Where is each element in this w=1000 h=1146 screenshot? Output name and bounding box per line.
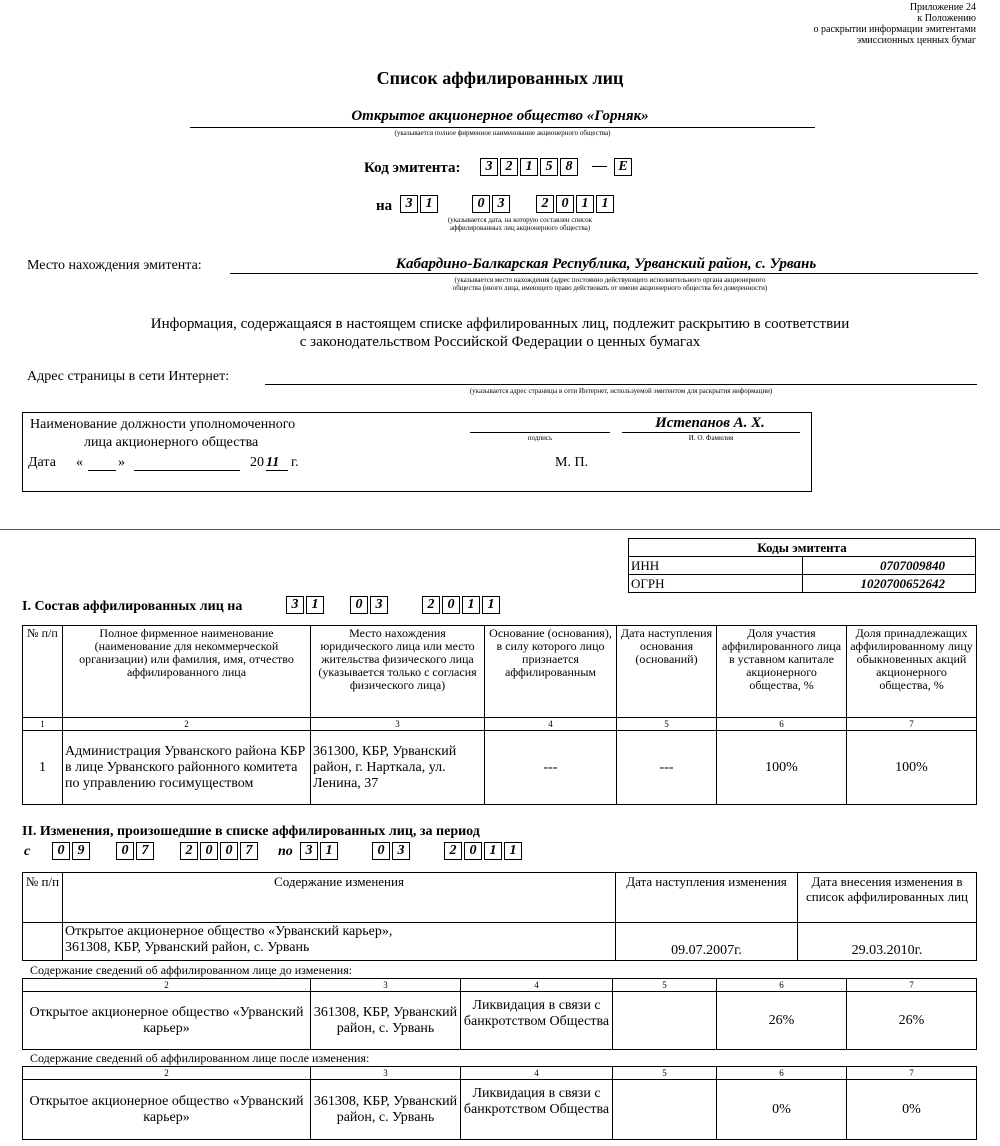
date-digit: 0 — [350, 596, 368, 614]
sign-caption: подпись — [527, 434, 553, 442]
issuer-codes-table — [628, 538, 976, 593]
changes-table — [22, 872, 977, 961]
section1-title: I. Состав аффилированных лиц на — [22, 599, 243, 614]
code-digit: 1 — [520, 158, 538, 176]
location-label: Место нахождения эмитента: — [27, 258, 202, 273]
appendix-line: к Положению — [917, 13, 976, 24]
date-on-year — [536, 195, 616, 213]
date-digit: 0 — [52, 842, 70, 860]
to-month — [372, 842, 412, 860]
affiliate-date: --- — [617, 731, 717, 805]
date-digit: 0 — [116, 842, 134, 860]
to-year — [444, 842, 524, 860]
code-suffix — [614, 158, 634, 176]
date-digit: 2 — [536, 195, 554, 213]
section1-year — [422, 596, 502, 614]
share-stock: 100% — [847, 731, 977, 805]
caption-line: (указывается дата, на которую составлен список — [447, 216, 593, 224]
date-digit: 0 — [200, 842, 218, 860]
quote-open: « — [76, 455, 83, 470]
table-row — [23, 923, 977, 961]
date-digit: 3 — [300, 842, 318, 860]
code-value: 1020700652642 — [803, 575, 976, 593]
to-day — [300, 842, 340, 860]
code-label: ИНН — [629, 557, 803, 575]
web-caption: (указывается адрес страницы в сети Интернет, используемой эмитентом для раскрытия информации) — [469, 387, 773, 395]
affiliate-name: Открытое акционерное общество «Урванский карьер» — [23, 992, 311, 1050]
change-date: 09.07.2007г. — [616, 923, 798, 961]
date-digit: 9 — [72, 842, 90, 860]
period-from-label: с — [24, 844, 31, 859]
code-value: 0707009840 — [803, 557, 976, 575]
date-digit: 7 — [240, 842, 258, 860]
date-digit: 3 — [392, 842, 410, 860]
caption-line: общества (иного лица, имеющего право действовать от имени акционерного общества без доверенности) — [452, 284, 768, 292]
col-num: 7 — [847, 718, 977, 731]
issuer-code-digits — [480, 158, 580, 176]
disclosure-text — [0, 315, 1000, 351]
col-num: 5 — [613, 1067, 717, 1080]
date-digit: 2 — [180, 842, 198, 860]
col-num: 3 — [311, 1067, 461, 1080]
affiliate-name: Администрация Урванского района КБР в лице Урванского районного комитета по управлению госимуществом — [63, 731, 311, 805]
from-month — [116, 842, 156, 860]
col-num: 6 — [717, 979, 847, 992]
date-digit: 1 — [504, 842, 522, 860]
share-capital: 26% — [717, 992, 847, 1050]
date-digit: 3 — [400, 195, 418, 213]
issuer-code-label: Код эмитента: — [364, 160, 461, 176]
affiliate-basis: Ликвидация в связи с банкротством Общества — [461, 1080, 613, 1140]
date-digit: 1 — [596, 195, 614, 213]
affiliate-basis: Ликвидация в связи с банкротством Общества — [461, 992, 613, 1050]
date-on-label: на — [376, 198, 393, 214]
name-caption: И. О. Фамилия — [688, 434, 734, 442]
row-number: 1 — [23, 731, 63, 805]
stamp-label: М. П. — [555, 455, 589, 470]
section1-day — [286, 596, 326, 614]
section1-month — [350, 596, 390, 614]
code-digit: 2 — [500, 158, 518, 176]
date-on-caption — [400, 216, 640, 232]
appendix-line: Приложение 24 — [909, 2, 976, 13]
col-header: № п/п — [23, 626, 63, 718]
affiliate-address: 361300, КБР, Урванский район, г. Нарткала, ул. Ленина, 37 — [311, 731, 485, 805]
col-num: 6 — [717, 718, 847, 731]
period-to-label: по — [278, 844, 293, 859]
col-num: 4 — [461, 979, 613, 992]
col-header: Дата наступления основания (оснований) — [617, 626, 717, 718]
col-header: Дата наступления изменения — [616, 873, 798, 923]
col-num: 3 — [311, 718, 485, 731]
code-digit: 3 — [480, 158, 498, 176]
location-caption — [330, 276, 890, 292]
entry-date: 29.03.2010г. — [798, 923, 977, 961]
share-capital: 100% — [717, 731, 847, 805]
company-caption: (указывается полное фирменное наименование акционерного общества) — [394, 129, 611, 137]
code-digit: 5 — [540, 158, 558, 176]
page-title: Список аффилированных лиц — [376, 68, 624, 88]
date-on-month — [472, 195, 512, 213]
codes-header: Коды эмитента — [629, 539, 976, 557]
col-num: 1 — [23, 718, 63, 731]
col-header: Место нахождения юридического лица или место жительства физического лица (указывается только с согласия физического лица) — [311, 626, 485, 718]
change-line: 361308, КБР, Урванский район, с. Урвань — [65, 940, 310, 955]
table-row — [23, 1080, 977, 1140]
code-dash: — — [592, 158, 607, 174]
date-digit: 2 — [444, 842, 462, 860]
disclosure-line: Информация, содержащаяся в настоящем списке аффилированных лиц, подлежит раскрытию в соответствии — [150, 316, 850, 332]
from-day — [52, 842, 92, 860]
date-on-day — [400, 195, 440, 213]
change-content — [63, 923, 616, 961]
date-digit: 3 — [492, 195, 510, 213]
date-digit: 2 — [422, 596, 440, 614]
after-table — [22, 1066, 977, 1140]
col-num: 2 — [63, 718, 311, 731]
col-header: Дата внесения изменения в список аффилированных лиц — [798, 873, 977, 923]
col-num: 2 — [23, 1067, 311, 1080]
date-digit: 0 — [472, 195, 490, 213]
date-digit: 7 — [136, 842, 154, 860]
from-year — [180, 842, 260, 860]
col-header: Доля участия аффилированного лица в уставном капитале акционерного общества, % — [717, 626, 847, 718]
date-digit: 0 — [372, 842, 390, 860]
share-capital: 0% — [717, 1080, 847, 1140]
company-name: Открытое акционерное общество «Горняк» — [351, 108, 649, 124]
caption-line: аффилированных лиц акционерного общества) — [449, 224, 591, 232]
disclosure-line: с законодательством Российской Федерации о ценных бумагах — [299, 334, 701, 350]
share-stock: 26% — [847, 992, 977, 1050]
section2-title: II. Изменения, произошедшие в списке аффилированных лиц, за период — [22, 824, 480, 839]
date-digit: 0 — [556, 195, 574, 213]
share-stock: 0% — [847, 1080, 977, 1140]
quote-close: » — [118, 455, 125, 470]
appendix-note — [814, 2, 976, 46]
col-num: 7 — [847, 979, 977, 992]
web-label: Адрес страницы в сети Интернет: — [27, 369, 230, 384]
date-digit: 1 — [306, 596, 324, 614]
affiliate-date — [613, 992, 717, 1050]
signer-position: лица акционерного общества — [84, 435, 259, 450]
col-num: 4 — [485, 718, 617, 731]
col-num: 7 — [847, 1067, 977, 1080]
col-header: № п/п — [23, 873, 63, 923]
date-digit: 3 — [370, 596, 388, 614]
date-digit: 1 — [484, 842, 502, 860]
col-header: Основание (основания), в силу которого лицо признается аффилированным — [485, 626, 617, 718]
before-label: Содержание сведений об аффилированном лице до изменения: — [30, 963, 353, 977]
col-header: Содержание изменения — [63, 873, 616, 923]
code-digit: Е — [614, 158, 632, 176]
caption-line: (указывается место нахождения (адрес постоянно действующего исполнительного органа акционерного — [454, 276, 766, 284]
year-end: г. — [291, 455, 299, 470]
date-digit: 1 — [320, 842, 338, 860]
col-num: 6 — [717, 1067, 847, 1080]
location-value: Кабардино-Балкарская Республика, Урванский район, с. Урвань — [395, 256, 817, 272]
signer-name: Истепанов А. Х. — [655, 415, 765, 431]
date-digit: 0 — [220, 842, 238, 860]
affiliates-table — [22, 625, 977, 805]
appendix-line: о раскрытии информации эмитентами — [813, 24, 976, 35]
col-num: 5 — [617, 718, 717, 731]
date-digit: 1 — [482, 596, 500, 614]
signature-date-label: Дата — [28, 455, 56, 470]
date-digit: 1 — [462, 596, 480, 614]
code-label: ОГРН — [629, 575, 803, 593]
affiliate-basis: --- — [485, 731, 617, 805]
after-label: Содержание сведений об аффилированном лице после изменения: — [30, 1051, 370, 1065]
date-digit: 1 — [420, 195, 438, 213]
code-digit: 8 — [560, 158, 578, 176]
before-table — [22, 978, 977, 1050]
appendix-line: эмиссионных ценных бумаг — [856, 35, 976, 46]
affiliate-date — [613, 1080, 717, 1140]
col-num: 2 — [23, 979, 311, 992]
affiliate-address: 361308, КБР, Урванский район, с. Урвань — [311, 1080, 461, 1140]
date-digit: 1 — [576, 195, 594, 213]
col-header: Полное фирменное наименование (наименование для некоммерческой организации) или фамилия, имя, отчество аффилированного лица — [63, 626, 311, 718]
change-line: Открытое акционерное общество «Урванский карьер», — [65, 924, 393, 939]
year-suffix: 11 — [266, 455, 280, 470]
col-num: 4 — [461, 1067, 613, 1080]
date-digit: 0 — [442, 596, 460, 614]
affiliate-name: Открытое акционерное общество «Урванский карьер» — [23, 1080, 311, 1140]
signer-position: Наименование должности уполномоченного — [30, 417, 296, 432]
date-digit: 0 — [464, 842, 482, 860]
col-num: 5 — [613, 979, 717, 992]
col-header: Доля принадлежащих аффилированному лицу обыкновенных акций акционерного общества, % — [847, 626, 977, 718]
year-prefix: 20 — [250, 455, 264, 470]
affiliate-address: 361308, КБР, Урванский район, с. Урвань — [311, 992, 461, 1050]
date-digit: 3 — [286, 596, 304, 614]
table-row — [23, 992, 977, 1050]
col-num: 3 — [311, 979, 461, 992]
table-row — [23, 731, 977, 805]
